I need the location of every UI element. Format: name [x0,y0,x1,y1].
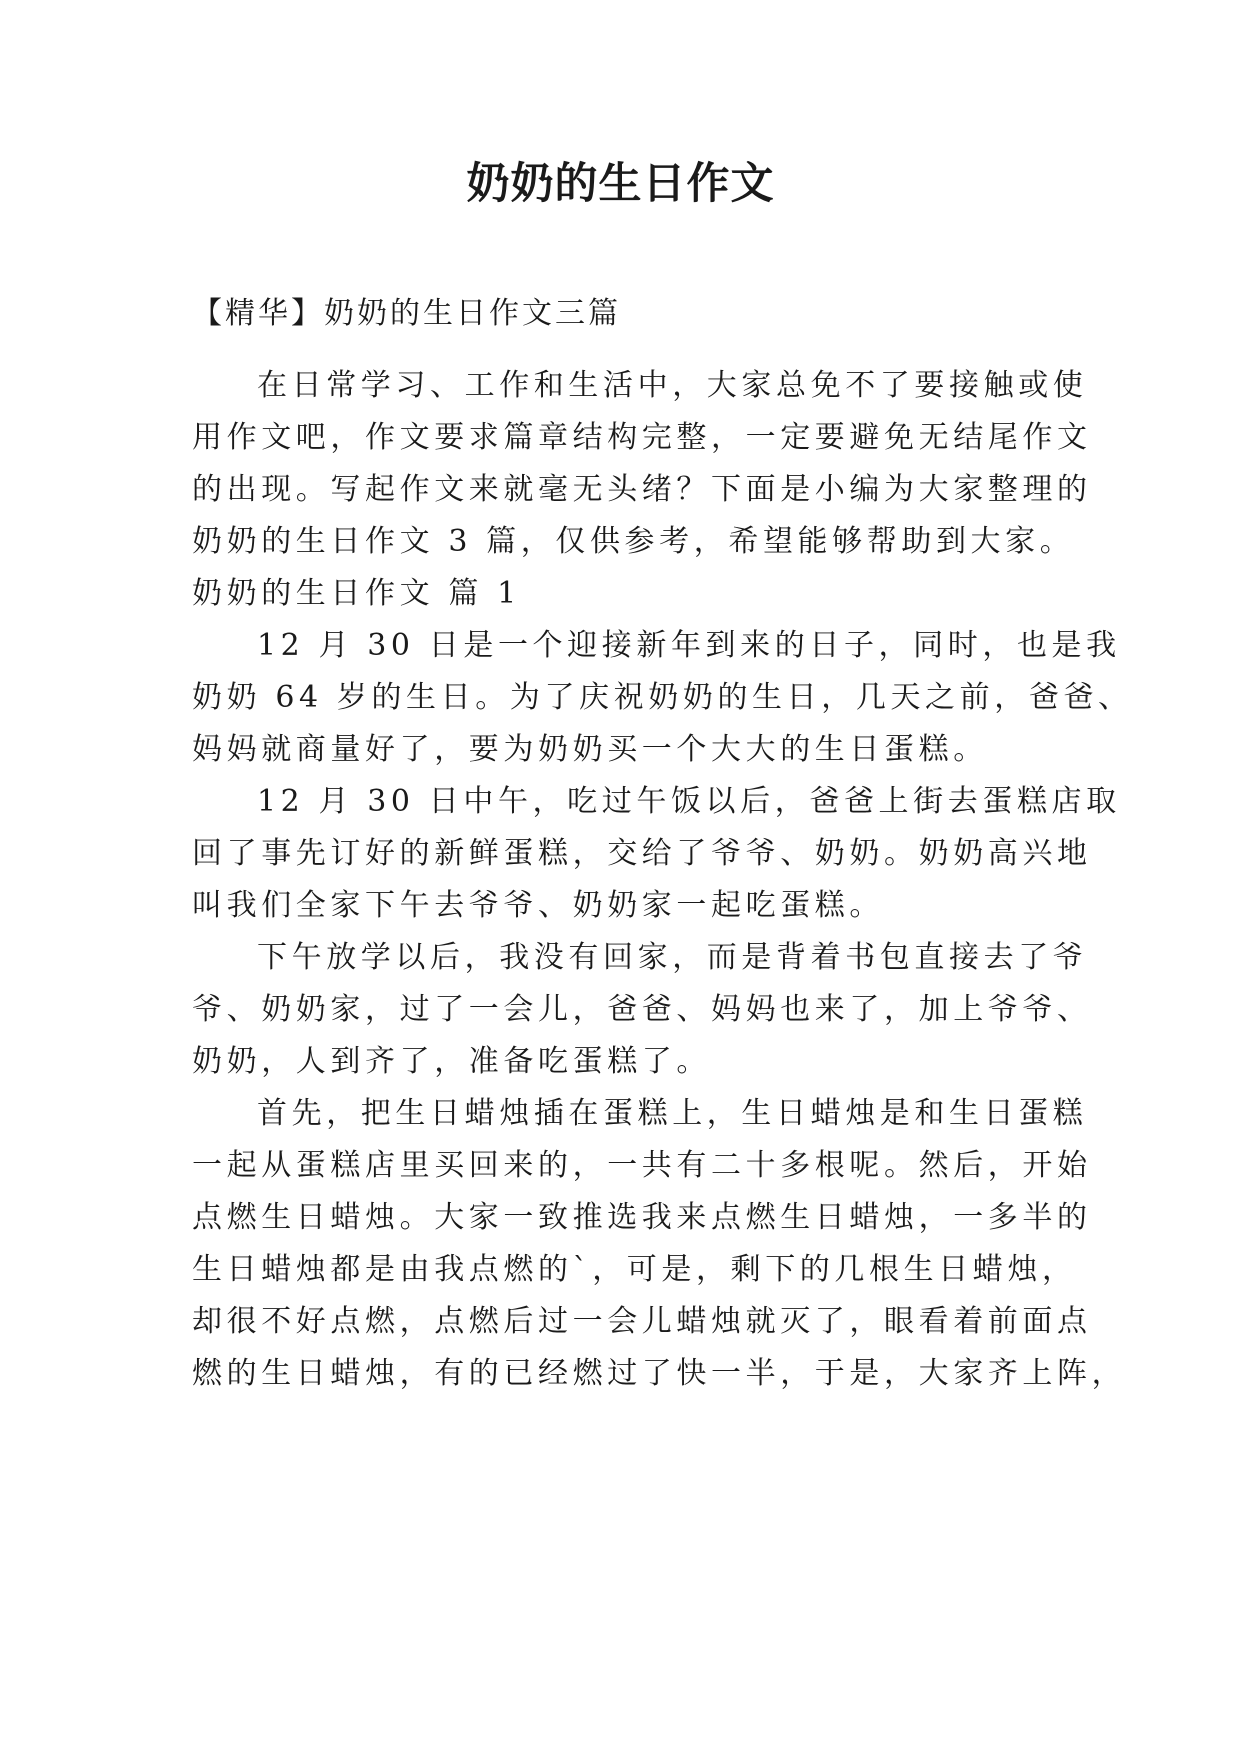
document-title: 奶奶的生日作文 [466,159,775,209]
body-paragraph-line: 爷、奶奶家，过了一会儿，爸爸、妈妈也来了，加上爷爷、 [192,992,1092,1027]
body-paragraph-line: 奶奶 64 岁的生日。为了庆祝奶奶的生日，几天之前，爸爸、 [192,680,1133,715]
body-paragraph-line: 下午放学以后，我没有回家，而是背着书包直接去了爷 [257,940,1088,975]
section-heading: 奶奶的生日作文 篇 1 [192,576,521,611]
body-paragraph-line: 回了事先订好的新鲜蛋糕，交给了爷爷、奶奶。奶奶高兴地 [192,836,1092,871]
intro-paragraph-line: 的出现。写起作文来就毫无头绪？下面是小编为大家整理的 [192,472,1092,507]
body-paragraph-line: 奶奶，人到齐了，准备吃蛋糕了。 [192,1044,711,1079]
body-paragraph-line: 叫我们全家下午去爷爷、奶奶家一起吃蛋糕。 [192,888,884,923]
body-paragraph-line: 点燃生日蜡烛。大家一致推选我来点燃生日蜡烛，一多半的 [192,1200,1092,1235]
body-paragraph-line: 一起从蛋糕店里买回来的，一共有二十多根呢。然后，开始 [192,1148,1092,1183]
intro-paragraph-line: 用作文吧，作文要求篇章结构完整，一定要避免无结尾作文 [192,420,1092,455]
body-paragraph-line: 12 月 30 日中午，吃过午饭以后，爸爸上街去蛋糕店取 [257,784,1121,819]
body-paragraph-line: 却很不好点燃，点燃后过一会儿蜡烛就灭了，眼看着前面点 [192,1304,1092,1339]
body-paragraph-line: 妈妈就商量好了，要为奶奶买一个大大的生日蛋糕。 [192,732,988,767]
body-paragraph-line: 生日蜡烛都是由我点燃的`，可是，剩下的几根生日蜡烛， [192,1252,1077,1287]
document-subtitle: 【精华】奶奶的生日作文三篇 [192,296,621,331]
body-paragraph-line: 12 月 30 日是一个迎接新年到来的日子，同时，也是我 [257,628,1121,663]
intro-paragraph-line: 在日常学习、工作和生活中，大家总免不了要接触或使 [257,368,1088,403]
body-paragraph-line: 燃的生日蜡烛，有的已经燃过了快一半，于是，大家齐上阵， [192,1356,1127,1391]
intro-paragraph-line: 奶奶的生日作文 3 篇，仅供参考，希望能够帮助到大家。 [192,524,1075,559]
body-paragraph-line: 首先，把生日蜡烛插在蛋糕上，生日蜡烛是和生日蛋糕 [257,1096,1088,1131]
